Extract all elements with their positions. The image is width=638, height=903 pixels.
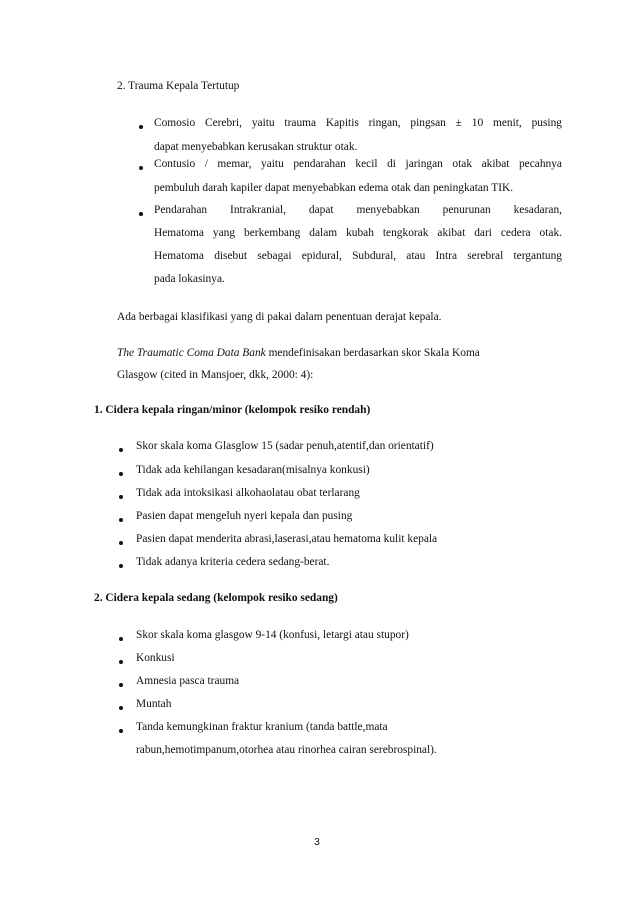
tcdb-line-1-rest: mendefinisakan berdasarkan skor Skala Koma <box>265 347 480 359</box>
bullet-icon <box>119 518 123 522</box>
bullet-icon <box>119 472 123 476</box>
bullet-icon <box>119 660 123 664</box>
bullet-icon <box>119 564 123 568</box>
bullet-icon <box>139 212 143 216</box>
cidera-sedang-item-1: Skor skala koma glasgow 9-14 (konfusi, letargi atau stupor) <box>136 629 409 641</box>
cidera-sedang-item-5: Tanda kemungkinan fraktur kranium (tanda battle,mata <box>136 721 388 733</box>
tcdb-italic-title: The Traumatic Coma Data Bank <box>117 347 266 359</box>
bullet-icon <box>119 683 123 687</box>
cidera-ringan-item-4: Pasien dapat mengeluh nyeri kepala dan pusing <box>136 510 353 522</box>
cidera-sedang-item-5-continuation: rabun,hemotimpanum,otorhea atau rinorhea cairan serebrospinal). <box>136 744 437 756</box>
cidera-ringan-heading: 1. Cidera kepala ringan/minor (kelompok resiko rendah) <box>94 404 371 416</box>
tcdb-paragraph-line-2: Glasgow (cited in Mansjoer, dkk, 2000: 4): <box>117 369 314 381</box>
cidera-ringan-item-5: Pasien dapat menderita abrasi,laserasi,atau hematoma kulit kepala <box>136 533 438 545</box>
trauma-bullet-2-line-2: pembuluh darah kapiler dapat menyebabkan edema otak dan peningkatan TIK. <box>154 182 514 194</box>
page-number: 3 <box>314 836 320 848</box>
cidera-sedang-item-3: Amnesia pasca trauma <box>136 675 240 687</box>
bullet-icon <box>139 166 143 170</box>
cidera-sedang-heading: 2. Cidera kepala sedang (kelompok resiko sedang) <box>94 592 338 604</box>
cidera-sedang-item-4: Muntah <box>136 698 172 710</box>
cidera-ringan-item-2: Tidak ada kehilangan kesadaran(misalnya konkusi) <box>136 464 370 476</box>
section-heading-trauma-kepala-tertutup: 2. Trauma Kepala Tertutup <box>117 80 240 92</box>
bullet-icon <box>139 125 143 129</box>
cidera-ringan-item-1: Skor skala koma Glasglow 15 (sadar penuh,atentif,dan orientatif) <box>136 440 434 452</box>
trauma-bullet-3-line-2: Hematoma yang berkembang dalam kubah tengkorak akibat dari cedera otak. <box>154 227 562 239</box>
trauma-bullet-2-line-1: Contusio / memar, yaitu pendarahan kecil di jaringan otak akibat pecahnya <box>154 158 562 170</box>
bullet-icon <box>119 729 123 733</box>
tcdb-paragraph-line-1 <box>117 347 480 359</box>
klasifikasi-paragraph: Ada berbagai klasifikasi yang di pakai dalam penentuan derajat kepala. <box>117 311 442 323</box>
bullet-icon <box>119 541 123 545</box>
trauma-bullet-1-line-2: dapat menyebabkan kerusakan struktur otak. <box>154 141 358 153</box>
cidera-sedang-item-2: Konkusi <box>136 652 175 664</box>
trauma-bullet-3-line-1: Pendarahan Intrakranial, dapat menyebabkan penurunan kesadaran, <box>154 204 562 216</box>
trauma-bullet-3-line-4: pada lokasinya. <box>154 273 225 285</box>
bullet-icon <box>119 637 123 641</box>
cidera-ringan-item-6: Tidak adanya kriteria cedera sedang-berat. <box>136 556 330 568</box>
bullet-icon <box>119 706 123 710</box>
trauma-bullet-3-line-3: Hematoma disebut sebagai epidural, Subdural, atau Intra serebral tergantung <box>154 250 562 262</box>
bullet-icon <box>119 495 123 499</box>
cidera-ringan-item-3: Tidak ada intoksikasi alkohaolatau obat terlarang <box>136 487 360 499</box>
bullet-icon <box>119 448 123 452</box>
trauma-bullet-1-line-1: Comosio Cerebri, yaitu trauma Kapitis ringan, pingsan ± 10 menit, pusing <box>154 117 562 129</box>
